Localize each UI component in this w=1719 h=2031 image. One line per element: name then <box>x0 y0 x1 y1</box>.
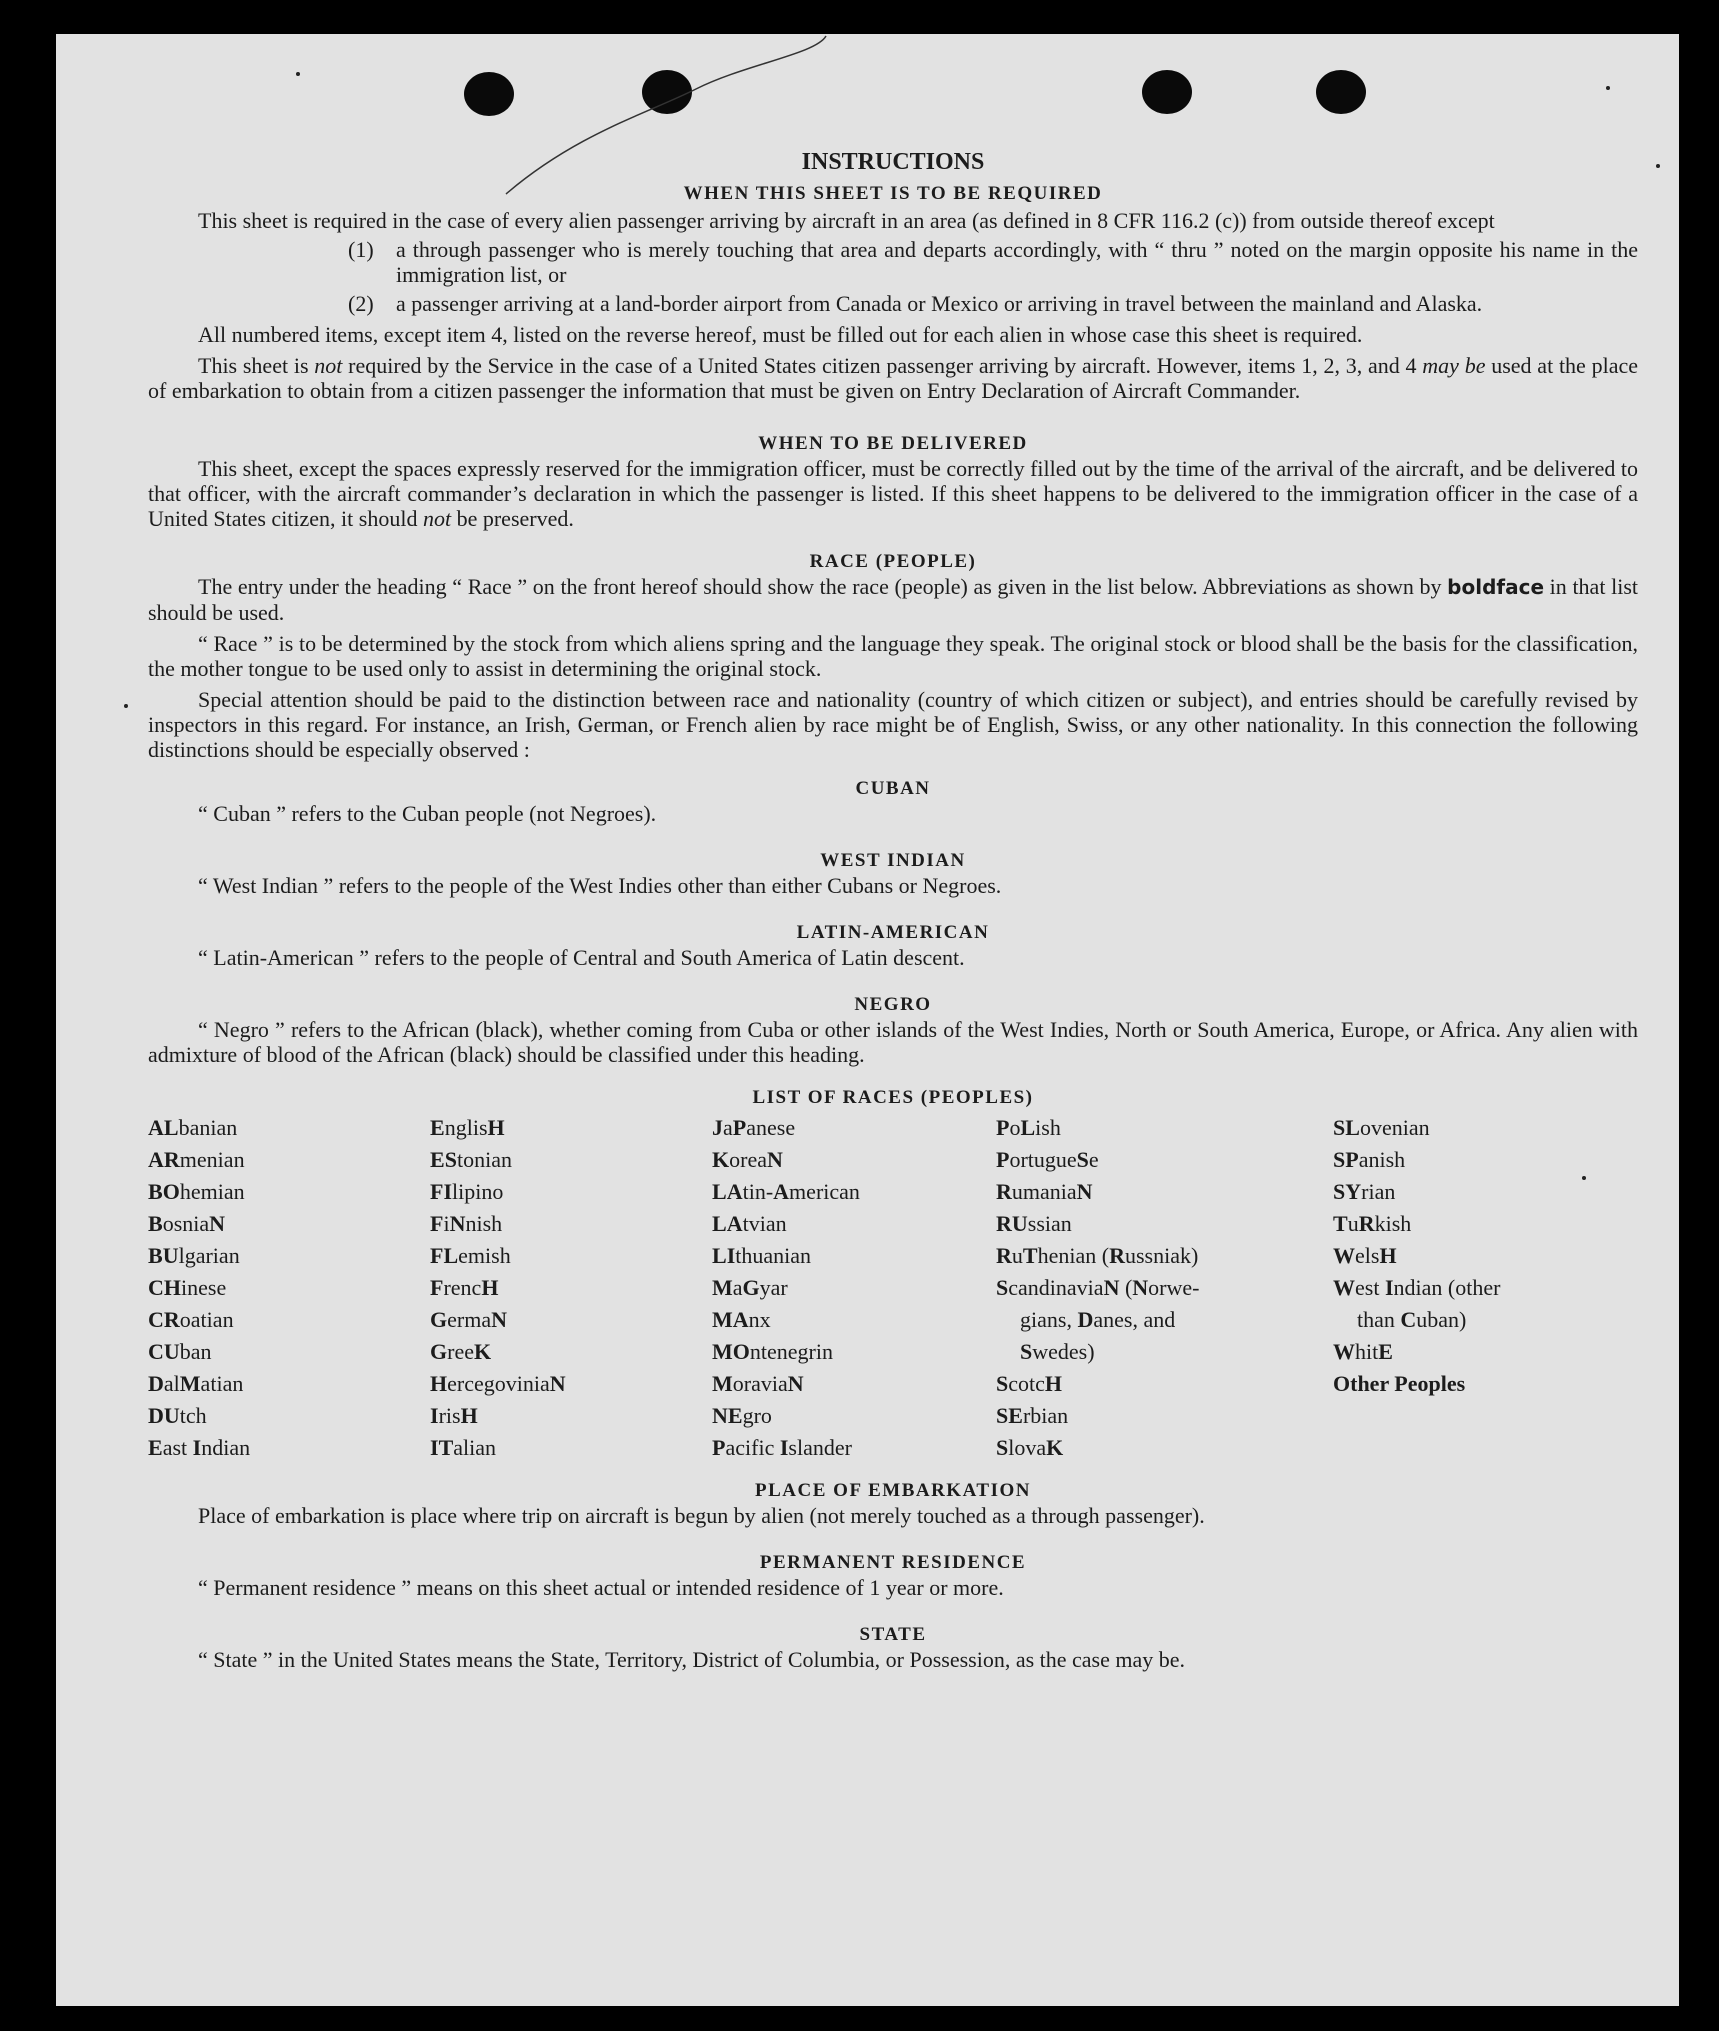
section-heading: LATIN-AMERICAN <box>796 922 990 943</box>
race-entry: gians, Danes, and <box>1020 1307 1176 1332</box>
race-entry: FLemish <box>430 1243 511 1268</box>
race-entry: ScotcH <box>996 1371 1063 1396</box>
text-run: in that list should be used. <box>148 574 1638 625</box>
race-column <box>1333 1112 1593 1464</box>
item-number: (1) <box>348 237 374 262</box>
list-item <box>148 291 1638 316</box>
race-list <box>148 1112 1638 1464</box>
paragraph: Place of embarkation is place where trip on aircraft is begun by alien (not merely touched as a through passenger). <box>198 1503 1205 1528</box>
paragraph: “ Permanent residence ” means on this sheet actual or intended residence of 1 year or more. <box>198 1575 1004 1600</box>
race-entry: BosniaN <box>148 1211 226 1236</box>
race-entry: SYrian <box>1333 1179 1396 1204</box>
race-column <box>148 1112 430 1464</box>
race-entry: WelsH <box>1333 1243 1397 1268</box>
race-entry: KoreaN <box>712 1147 783 1172</box>
race-entry: RumaniaN <box>996 1179 1093 1204</box>
paragraph: “ State ” in the United States means the State, Territory, District of Columbia, or Possession, as the case may be. <box>198 1647 1186 1672</box>
race-entry: ITalian <box>430 1435 497 1460</box>
list-item <box>148 237 1638 287</box>
paragraph <box>148 353 1638 403</box>
section-heading: RACE (PEOPLE) <box>809 551 977 572</box>
race-entry: FrencH <box>430 1275 499 1300</box>
section-heading: WEST INDIAN <box>820 850 966 871</box>
race-entry: BOhemian <box>148 1179 245 1204</box>
race-entry: West Indian (other <box>1333 1275 1501 1300</box>
item-text: a through passenger who is merely touching that area and departs accordingly, with “ thru ” noted on the margin opposite his name in the immigration list, or <box>396 237 1638 287</box>
race-entry: GermaN <box>430 1307 507 1332</box>
race-entry: East Indian <box>148 1435 251 1460</box>
race-entry: SPanish <box>1333 1147 1406 1172</box>
race-entry: JaPanese <box>712 1115 796 1140</box>
paragraph <box>148 574 1638 625</box>
race-entry: ARmenian <box>148 1147 245 1172</box>
race-entry: MaGyar <box>712 1275 788 1300</box>
race-entry: Swedes) <box>1020 1339 1095 1364</box>
race-entry: WhitE <box>1333 1339 1393 1364</box>
race-entry: CUban <box>148 1339 212 1364</box>
paragraph: Special attention should be paid to the distinction between race and nationality (country of which citizen or subject), and entries should be carefully revised by inspectors in this regard. For instance, an Irish, German, or French alien by race might be of English, Swiss, or any other nationality. In this connection the following distinctions should be especially observed : <box>148 687 1638 762</box>
race-entry: SlovaK <box>996 1435 1064 1460</box>
race-entry: BUlgarian <box>148 1243 240 1268</box>
race-entry: IrisH <box>430 1403 478 1428</box>
paragraph: “ Latin-American ” refers to the people of Central and South America of Latin descent. <box>198 945 965 970</box>
race-entry: MAnx <box>712 1307 771 1332</box>
text-run: This sheet, except the spaces expressly reserved for the immigration officer, must be correctly filled out by the time of the arrival of the aircraft, and be delivered to that officer, with the aircraft commander’s declaration in which the passenger is listed. If this sheet happens to be delivered to the immigration officer in the case of a United States citizen, it should <box>148 456 1638 531</box>
text-run: required by the Service in the case of a United States citizen passenger arriving by aircraft. However, items 1, 2, 3, and 4 <box>342 353 1423 378</box>
document-page <box>56 34 1679 2006</box>
race-column <box>712 1112 996 1464</box>
race-entry: RUssian <box>996 1211 1072 1236</box>
speck <box>1656 164 1660 168</box>
paragraph: “ Cuban ” refers to the Cuban people (not Negroes). <box>198 801 657 826</box>
text-run: This sheet is <box>198 353 315 378</box>
race-entry: LAtin-American <box>712 1179 860 1204</box>
race-entry: than Cuban) <box>1357 1307 1467 1332</box>
race-entry: CRoatian <box>148 1307 234 1332</box>
emphasis: may be <box>1422 353 1486 378</box>
race-entry: FIlipino <box>430 1179 504 1204</box>
race-entry: MOntenegrin <box>712 1339 833 1364</box>
paragraph: “ Race ” is to be determined by the stock from which aliens spring and the language they speak. The original stock or blood shall be the basis for the classification, the mother tongue to be used only to assist in determining the original stock. <box>148 631 1638 681</box>
race-entry: GreeK <box>430 1339 492 1364</box>
race-entry: LIthuanian <box>712 1243 812 1268</box>
page-title: INSTRUCTIONS <box>801 149 985 175</box>
speck <box>124 704 128 708</box>
bold-word: boldface <box>1447 575 1545 599</box>
section-heading: LIST OF RACES (PEOPLES) <box>752 1087 1034 1108</box>
section-heading: WHEN TO BE DELIVERED <box>758 433 1028 454</box>
race-column <box>430 1112 712 1464</box>
speck <box>296 72 300 76</box>
race-entry: SLovenian <box>1333 1115 1430 1140</box>
race-entry: TuRkish <box>1333 1211 1412 1236</box>
section-heading: PLACE OF EMBARKATION <box>755 1480 1031 1501</box>
text-run: The entry under the heading “ Race ” on the front hereof should show the race (people) as given in the list below. Abbreviations as shown by <box>198 574 1448 599</box>
race-entry: FiNnish <box>430 1211 503 1236</box>
race-entry: EnglisH <box>430 1115 505 1140</box>
paragraph: “ Negro ” refers to the African (black), whether coming from Cuba or other islands of the West Indies, North or South America, Europe, or Africa. Any alien with admixture of blood of the African (black) should be classified under this heading. <box>148 1017 1638 1067</box>
item-number: (2) <box>348 291 374 316</box>
race-entry: CHinese <box>148 1275 227 1300</box>
text-run: used at the place of embarkation to obtain from a citizen passenger the information that must be given on Entry Declaration of Aircraft Commander. <box>148 353 1638 403</box>
paragraph: All numbered items, except item 4, listed on the reverse hereof, must be filled out for each alien in whose case this sheet is required. <box>198 322 1363 347</box>
paragraph: “ West Indian ” refers to the people of the West Indies other than either Cubans or Negroes. <box>198 873 1002 898</box>
section-heading: STATE <box>859 1624 927 1645</box>
emphasis: not <box>314 353 343 378</box>
race-entry: PoLish <box>996 1115 1061 1140</box>
section-heading: WHEN THIS SHEET IS TO BE REQUIRED <box>683 183 1103 204</box>
race-entry: PortugueSe <box>996 1147 1099 1172</box>
race-entry: HercegoviniaN <box>430 1371 566 1396</box>
race-entry: NEgro <box>712 1403 772 1428</box>
race-entry: SErbian <box>996 1403 1069 1428</box>
race-entry: DUtch <box>148 1403 207 1428</box>
race-entry: EStonian <box>430 1147 512 1172</box>
race-entry: ALbanian <box>148 1115 238 1140</box>
paragraph <box>148 456 1638 531</box>
race-entry: LAtvian <box>712 1211 787 1236</box>
section-heading: CUBAN <box>855 778 931 799</box>
race-entry: Other Peoples <box>1333 1371 1466 1396</box>
race-entry: Pacific Islander <box>712 1435 852 1460</box>
text-run: be preserved. <box>451 506 574 531</box>
race-entry: RuThenian (Russniak) <box>996 1243 1199 1268</box>
section-heading: PERMANENT RESIDENCE <box>759 1552 1027 1573</box>
speck <box>1606 86 1610 90</box>
instructions-body <box>148 112 1638 1672</box>
race-column <box>996 1112 1333 1464</box>
emphasis: not <box>422 506 452 531</box>
race-entry: MoraviaN <box>712 1371 804 1396</box>
section-heading: NEGRO <box>854 994 932 1015</box>
item-text: a passenger arriving at a land-border airport from Canada or Mexico or arriving in travel between the mainland and Alaska. <box>396 291 1483 316</box>
race-entry: DalMatian <box>148 1371 244 1396</box>
race-entry: ScandinaviaN (Norwe- <box>996 1275 1200 1300</box>
paragraph: This sheet is required in the case of every alien passenger arriving by aircraft in an area (as defined in 8 CFR 116.2 (c)) from outside thereof except <box>198 208 1495 233</box>
